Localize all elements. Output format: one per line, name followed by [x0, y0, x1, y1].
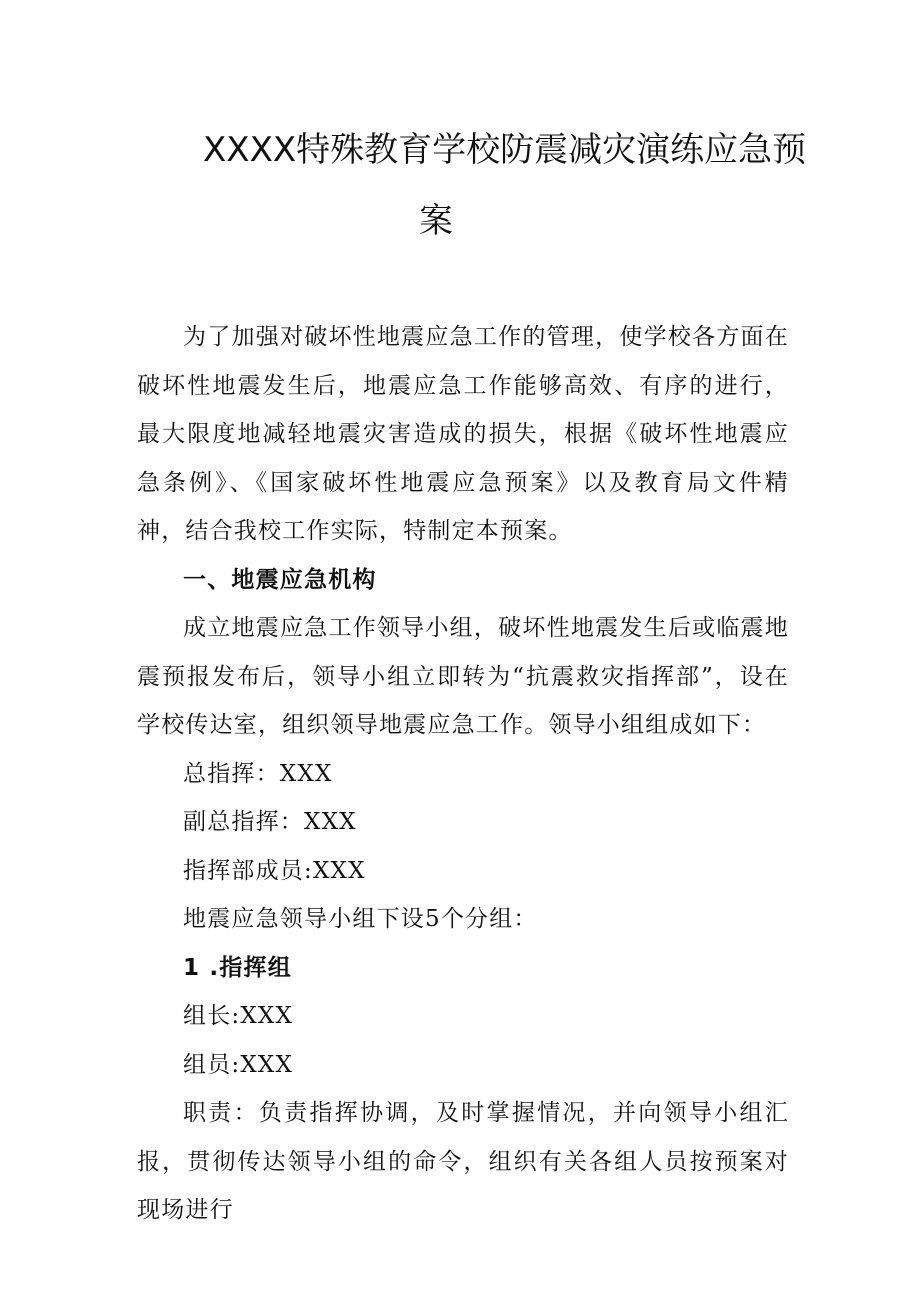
- commander-line: 总指挥：XXX: [183, 760, 333, 787]
- group-1-members-line: 组员:XXX: [183, 1051, 294, 1078]
- section-1-heading: 一、地震应急机构: [183, 566, 377, 593]
- subgroups-intro-line: 地震应急领导小组下设5个分组：: [183, 906, 538, 932]
- section-1-paragraph: 成立地震应急工作领导小组，破坏性地震发生后或临震地震预报发布后，领导小组立即转为“抗震救灾指挥部”，设在学校传达室，组织领导地震应急工作。领导小组组成如下：: [137, 615, 789, 738]
- document-title-line-1: XXXX特殊教育学校防震减灾演练应急预: [203, 130, 807, 170]
- group-1-heading: 1 .指挥组: [183, 954, 292, 981]
- group-1-leader-line: 组长:XXX: [183, 1003, 294, 1029]
- group-1-duty-paragraph: 职责：负责指挥协调，及时掌握情况，并向领导小组汇报，贯彻传达领导小组的命令，组织有关各组人员按预案对现场进行: [137, 1100, 789, 1223]
- document-title-line-2: 案: [419, 201, 453, 241]
- deputy-commander-line: 副总指挥：XXX: [183, 809, 357, 835]
- intro-paragraph: 为了加强对破坏性地震应急工作的管理，使学校各方面在破坏性地震发生后，地震应急工作能够高效、有序的进行，最大限度地减轻地震灾害造成的损失，根据《破坏性地震应急条例》、《国家破坏性地震应急预案》以及教育局文件精神，结合我校工作实际，特制定本预案。: [137, 324, 789, 544]
- document-body: [137, 313, 789, 1235]
- hq-members-line: 指挥部成员:XXX: [183, 857, 366, 884]
